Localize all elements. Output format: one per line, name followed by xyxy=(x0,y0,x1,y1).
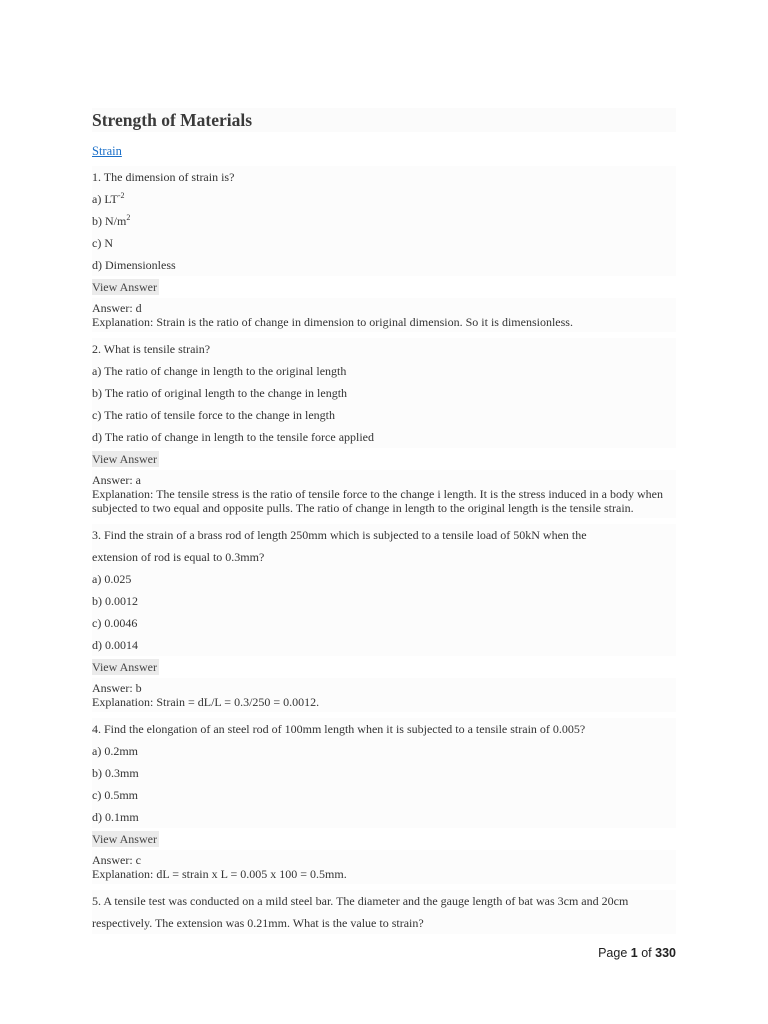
option-a: a) The ratio of change in length to the original length xyxy=(92,360,676,382)
answer-explanation: Explanation: dL = strain x L = 0.005 x 100 = 0.5mm. xyxy=(92,867,347,881)
question-text: 1. The dimension of strain is? xyxy=(92,166,676,188)
question-4 xyxy=(92,718,676,884)
option-c: c) 0.5mm xyxy=(92,784,676,806)
answer-label: Answer: d xyxy=(92,301,142,315)
option-a: a) 0.2mm xyxy=(92,740,676,762)
answer-explanation: Explanation: The tensile stress is the ratio of tensile force to the change i length. It is the stress induced in a body when subjected to two equal and opposite pulls. The ratio of change in length to the original length is the tensile strain. xyxy=(92,487,663,515)
option-d: d) Dimensionless xyxy=(92,254,676,276)
option-c: c) 0.0046 xyxy=(92,612,676,634)
option-d: d) 0.0014 xyxy=(92,634,676,656)
page-label: Page xyxy=(598,946,628,960)
option-d: d) The ratio of change in length to the tensile force applied xyxy=(92,426,676,448)
option-c: c) N xyxy=(92,232,676,254)
option-d: d) 0.1mm xyxy=(92,806,676,828)
question-2 xyxy=(92,338,676,518)
question-3 xyxy=(92,524,676,712)
option-b: b) 0.0012 xyxy=(92,590,676,612)
view-answer-button[interactable]: View Answer xyxy=(92,660,157,674)
page-number: 1 xyxy=(630,946,638,960)
answer-label: Answer: a xyxy=(92,473,141,487)
option-b: b) 0.3mm xyxy=(92,762,676,784)
answer-block xyxy=(92,298,676,332)
option-a: a) 0.025 xyxy=(92,568,676,590)
answer-explanation: Explanation: Strain = dL/L = 0.3/250 = 0.0012. xyxy=(92,695,320,709)
answer-block xyxy=(92,678,676,712)
question-text: 4. Find the elongation of an steel rod of 100mm length when it is subjected to a tensile strain of 0.005? xyxy=(92,718,676,740)
question-1 xyxy=(92,166,676,332)
option-b: b) The ratio of original length to the change in length xyxy=(92,382,676,404)
page-title: Strength of Materials xyxy=(92,110,253,130)
document-content xyxy=(92,108,676,934)
question-text-line-1: 5. A tensile test was conducted on a mild steel bar. The diameter and the gauge length of bat was 3cm and 20cm xyxy=(92,890,676,912)
view-answer-button[interactable]: View Answer xyxy=(92,280,157,294)
answer-label: Answer: b xyxy=(92,681,142,695)
option-b: b) $N/m^2$ xyxy=(92,210,676,232)
view-answer-button[interactable]: View Answer xyxy=(92,452,157,466)
total-pages: 330 xyxy=(655,946,676,960)
question-text-line-2: respectively. The extension was 0.21mm. What is the value to strain? xyxy=(92,912,676,934)
view-answer-button[interactable]: View Answer xyxy=(92,832,157,846)
question-text: 2. What is tensile strain? xyxy=(92,338,676,360)
option-c: c) The ratio of tensile force to the change in length xyxy=(92,404,676,426)
subtopic-link[interactable]: Strain xyxy=(92,144,122,158)
title-row xyxy=(92,108,676,132)
answer-label: Answer: c xyxy=(92,853,141,867)
question-text-line-2: extension of rod is equal to 0.3mm? xyxy=(92,546,676,568)
answer-explanation: Explanation: Strain is the ratio of change in dimension to original dimension. So it is dimensionless. xyxy=(92,315,573,329)
question-5 xyxy=(92,890,676,934)
of-label: of xyxy=(641,946,652,960)
answer-block xyxy=(92,850,676,884)
option-a: a) $LT^{-2}$ xyxy=(92,188,676,210)
answer-block xyxy=(92,470,676,518)
question-text-line-1: 3. Find the strain of a brass rod of length 250mm which is subjected to a tensile load of 50kN when the xyxy=(92,524,676,546)
page-counter xyxy=(598,946,676,960)
